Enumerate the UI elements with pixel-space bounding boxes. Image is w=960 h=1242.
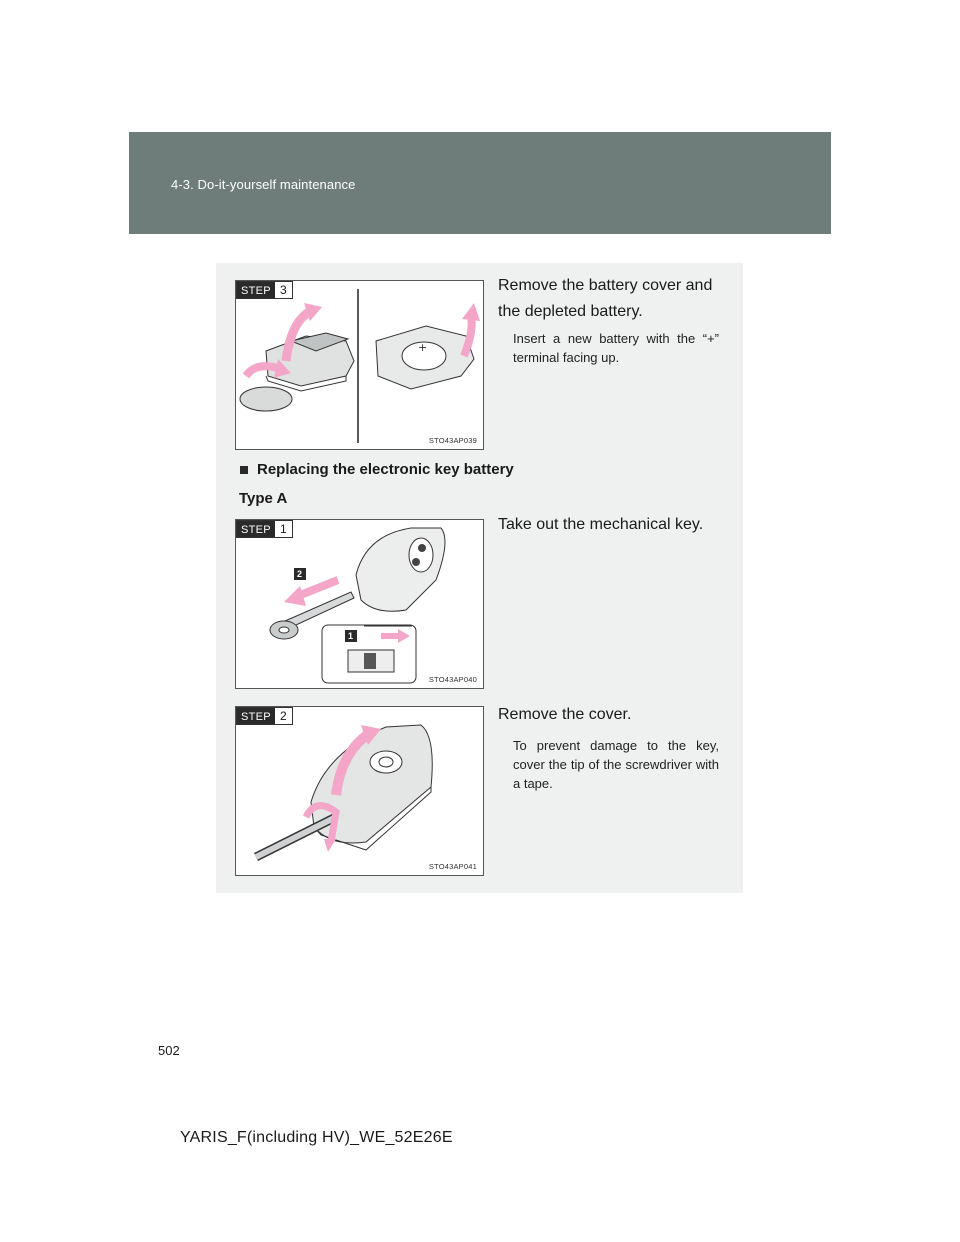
step3-note: Insert a new battery with the “+” terminal facing up. — [513, 331, 719, 365]
step-badge — [236, 707, 293, 725]
battery-cover-illustration — [236, 281, 484, 450]
step2-instruction: Remove the cover. — [498, 706, 632, 723]
step1-instruction: Take out the mechanical key. — [498, 516, 704, 533]
step1-figure — [235, 519, 484, 689]
figure-code: STO43AP040 — [428, 675, 477, 684]
step2-note: To prevent damage to the key, cover the tip of the screwdriver with a tape. — [513, 738, 719, 791]
figure-code: STO43AP041 — [428, 862, 477, 871]
callout-2-label: 2 — [297, 569, 303, 579]
section-heading-text: Replacing the electronic key battery — [257, 461, 514, 478]
document-code: YARIS_F(including HV)_WE_52E26E — [180, 1129, 453, 1146]
step-number: 3 — [275, 282, 292, 298]
page-number: 502 — [158, 1043, 180, 1058]
type-label: Type A — [239, 490, 288, 507]
step-label: STEP — [237, 521, 275, 537]
remove-cover-illustration — [236, 707, 484, 876]
section-title: 4-3. Do-it-yourself maintenance — [171, 177, 356, 192]
mechanical-key-illustration — [236, 520, 484, 689]
svg-text:+: + — [418, 341, 428, 354]
figure-code: STO43AP039 — [428, 436, 477, 445]
step-badge — [236, 281, 293, 299]
step2-figure — [235, 706, 484, 876]
step-number: 2 — [275, 708, 292, 724]
step-label: STEP — [237, 708, 275, 724]
section-header — [129, 132, 831, 234]
step3-instruction: Remove the battery cover and the depleted battery. — [498, 277, 713, 320]
callout-1-label: 1 — [348, 631, 354, 641]
step3-figure — [235, 280, 484, 450]
bullet-square-icon — [240, 466, 248, 474]
section-heading — [240, 461, 514, 478]
step-badge — [236, 520, 293, 538]
step-label: STEP — [237, 282, 275, 298]
step-number: 1 — [275, 521, 292, 537]
